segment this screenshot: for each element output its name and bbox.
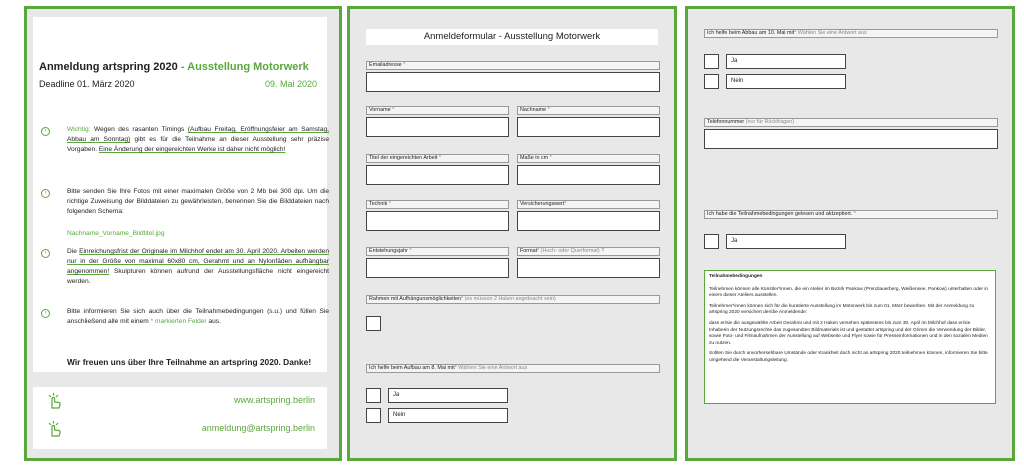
aufbau-label xyxy=(366,364,660,373)
required-star: * xyxy=(392,107,395,113)
bullet-icon: › xyxy=(41,127,50,136)
closing-line: Wir freuen uns über Ihre Teilnahme an artspring 2020. Danke! xyxy=(67,357,312,367)
email-field[interactable] xyxy=(366,72,660,92)
page-title xyxy=(39,61,309,73)
masse-field[interactable] xyxy=(517,165,660,185)
label-text: Emailadresse xyxy=(369,62,402,68)
title-separator: - xyxy=(177,61,188,73)
agb-checkbox[interactable] xyxy=(704,234,719,249)
required-star: * xyxy=(388,201,391,207)
contact-card xyxy=(33,387,327,449)
label-text: Nachname xyxy=(520,107,547,113)
required-star: * xyxy=(564,201,567,207)
format-label xyxy=(517,247,660,256)
required-star: * xyxy=(461,296,464,302)
required-star: * xyxy=(454,365,457,371)
label-text: Vorname xyxy=(369,107,391,113)
masse-label xyxy=(517,154,660,163)
label-text: Titel der eingereichten Arbeit xyxy=(369,155,438,161)
required-star: * xyxy=(409,248,412,254)
email-link[interactable]: anmeldung@artspring.berlin xyxy=(201,423,315,433)
label-text: Ich helfe beim Aufbau am 8. Mai mit xyxy=(369,365,455,371)
abbau-nein-radio[interactable] xyxy=(704,74,719,89)
agb-ja-option[interactable]: Ja xyxy=(726,234,846,249)
nachname-field[interactable] xyxy=(517,117,660,137)
required-star: * xyxy=(547,107,550,113)
info-paragraph-deadline xyxy=(67,247,329,287)
pointing-hand-icon xyxy=(45,419,65,439)
form-page-2 xyxy=(685,6,1015,461)
vorname-field[interactable] xyxy=(366,117,509,137)
telefon-hint: (nur für Rückfragen) xyxy=(744,119,794,125)
important-label: Wichtig: xyxy=(67,126,91,133)
vorname-label xyxy=(366,106,509,115)
filename-schema: Nachname_Vorname_Bildtitel.jpg xyxy=(67,230,165,237)
telefon-field[interactable] xyxy=(704,129,998,149)
rahmen-hint: (es müssen 2 Haken angebracht sein) xyxy=(463,296,556,302)
label-text: Versicherungswert xyxy=(520,201,565,207)
info-paragraph-conditions xyxy=(67,307,329,327)
required-star: * xyxy=(403,62,406,68)
abbau-hint: Wählen Sie eine Antwort aus xyxy=(796,30,867,36)
aufbau-nein-option[interactable]: Nein xyxy=(388,408,508,423)
jahr-field[interactable] xyxy=(366,258,509,278)
label-text: Telefonnummer xyxy=(707,119,745,125)
required-star: * xyxy=(537,248,540,254)
text-run: Die xyxy=(67,248,80,255)
event-date: 09. Mai 2020 xyxy=(264,79,317,89)
titel-field[interactable] xyxy=(366,165,509,185)
text-run: * markierten Felder xyxy=(150,318,207,325)
aufbau-nein-radio[interactable] xyxy=(366,408,381,423)
label-text: Rahmen mit Aufhängunsmöglichkeiten xyxy=(369,296,461,302)
label-text: Format xyxy=(520,248,538,254)
titel-label xyxy=(366,154,509,163)
info-page xyxy=(24,6,342,461)
label-text: Ich helfe beim Abbau am 10. Mai mit xyxy=(707,30,795,36)
text-run: Bitte informieren Sie sich auch über die Teilnahmebedingungen (s.u.) und füllen Sie anschließend alle mit einem xyxy=(67,308,329,325)
text-run: Wegen des rasanten Timings xyxy=(90,126,188,133)
text-run: aus. xyxy=(206,318,221,325)
title-main: Anmeldung artspring 2020 xyxy=(39,61,178,73)
jahr-label xyxy=(366,247,509,256)
abbau-ja-radio[interactable] xyxy=(704,54,719,69)
aufbau-ja-radio[interactable] xyxy=(366,388,381,403)
label-text: Entstehungsjahr xyxy=(369,248,408,254)
abbau-nein-option[interactable]: Nein xyxy=(726,74,846,89)
nachname-label xyxy=(517,106,660,115)
required-star: * xyxy=(794,30,797,36)
technik-field[interactable] xyxy=(366,211,509,231)
versicherung-label xyxy=(517,200,660,209)
rahmen-label xyxy=(366,295,660,304)
text-run: Skulpturen können aufrund der Ausstellungsfläche nicht eingereicht werden. xyxy=(67,268,329,285)
bullet-icon: › xyxy=(41,249,50,258)
required-star: * xyxy=(549,155,552,161)
abbau-label xyxy=(704,29,998,38)
text-run: gibt es für die Teilnahme an dieser Ausstellung sehr präzise Vorgaben. xyxy=(67,136,329,153)
terms-paragraph: Teilnehmer*innen können sich für die kuratierte Ausstellung im Motorwerk bis zum 01. März bewerben. Mit der Anmeldung zu artspring 2020 versichert der/die Anmeldende: xyxy=(709,303,975,316)
label-text: Technik xyxy=(369,201,388,207)
terms-paragraph: Sollten Sie durch unvorhersehbare Umstände oder Krankheit doch nicht an artspring 2020 teilnehmen können, informieren Sie bitte umgehend die Veranstaltungsleitung. xyxy=(709,351,988,363)
title-accent: Ausstellung Motorwerk xyxy=(187,61,309,73)
text-run: (Aufbau Freitag, Eröffnungsfeier am Samstag, Abbau am Sonntag) xyxy=(67,126,329,143)
label-text: Maße in cm xyxy=(520,155,549,161)
technik-label xyxy=(366,200,509,209)
bullet-icon: › xyxy=(41,189,50,198)
form-header: Anmeldeformular - Ausstellung Motorwerk xyxy=(366,29,658,45)
label-text: Ich habe die Teilnahmebedingungen gelesen und aktzeptiert. xyxy=(707,211,853,217)
deadline: Deadline 01. März 2020 xyxy=(39,79,135,89)
aufbau-hint: Wählen Sie eine Antwort aus xyxy=(456,365,528,371)
telefon-label xyxy=(704,118,998,127)
bullet-icon: › xyxy=(41,309,50,318)
aufbau-ja-option[interactable]: Ja xyxy=(388,388,508,403)
pointing-hand-icon xyxy=(45,391,65,411)
required-star: * xyxy=(853,211,856,217)
info-paragraph-timing xyxy=(67,125,329,155)
format-hint: (Hoch- oder Querformat) ? xyxy=(539,248,605,254)
info-paragraph-photos: Bitte senden Sie Ihre Fotos mit einer maximalen Größe von 2 Mb bei 300 dpi. Um die richtige Zuweisung der Bilddateien zu gewährleisten, benennen Sie die Bilddateien nach folgenden Schema: xyxy=(67,188,329,215)
abbau-ja-option[interactable]: Ja xyxy=(726,54,846,69)
required-star: * xyxy=(438,155,442,161)
terms-box xyxy=(704,270,996,404)
format-field[interactable] xyxy=(517,258,660,278)
email-label xyxy=(366,61,660,70)
text-run: Einreichungsfrist der Originale im Milchhof endet am 30. April 2020. Arbeiten werden nur in der Größe von maximal 60x80 cm, Gerahmt und an Nylonfäden aufhängbar angenommen! xyxy=(67,248,329,275)
info-card xyxy=(33,17,327,372)
text-run: Eine Änderung der eingereichten Werke ist daher nicht möglich! xyxy=(98,146,286,153)
agb-label xyxy=(704,210,998,219)
versicherung-field[interactable] xyxy=(517,211,660,231)
terms-title: Teilnahmebedingungen xyxy=(709,274,763,279)
terms-paragraph: Teilnehmen können alle Künstler*innen, die ein Atelier im Bezirk Pankow (Prenzlauerberg, Weißensee, Pankow) unterhalten oder in einem dieser Ateliers ausstellen. xyxy=(709,286,989,299)
terms-paragraph: dass er/sie die ausgewählte Arbeit Gerahmt und mit 2 Haken versehen spätestens bis zum 30. April im Milchhof dass er/sie Inhaberin der Nutzungsrechte das zugesandten Bildmaterials ist und gestattet artspring und der Grimm die Verwendung der Bilder, sowie Foto- und Filmaufnahmen der Ausstellung auf Webseite und Flyer sowie für Presseinformationen und in den sozialen Medien zu nutzen. xyxy=(709,320,988,346)
rahmen-checkbox[interactable] xyxy=(366,316,381,331)
form-page xyxy=(347,6,677,461)
website-link[interactable]: www.artspring.berlin xyxy=(233,395,315,405)
